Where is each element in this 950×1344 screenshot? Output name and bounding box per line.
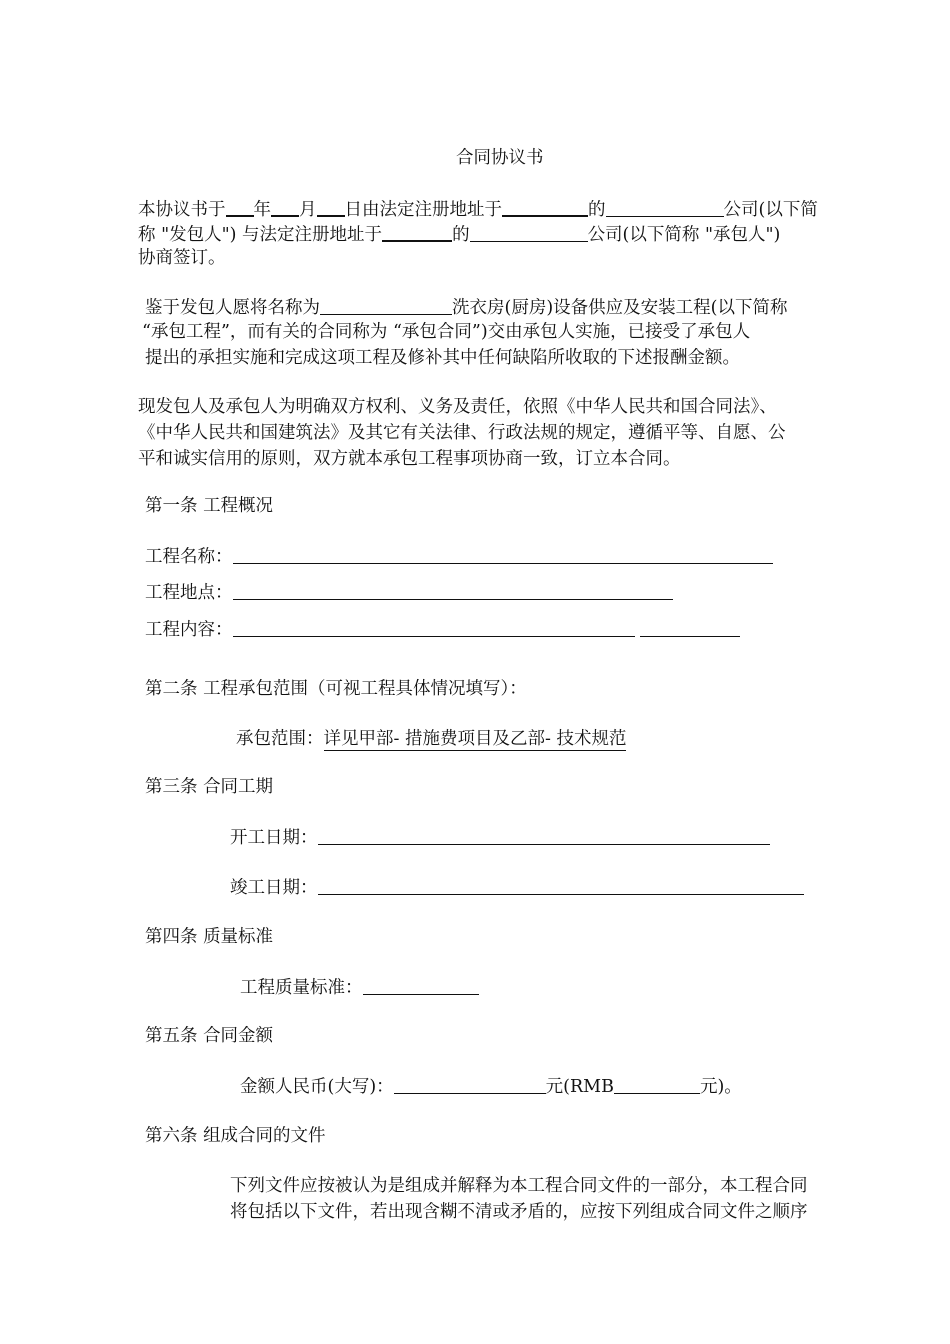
end-date-row: 竣工日期：: [230, 879, 804, 898]
end-date-field: [318, 879, 804, 895]
intro-line-2: 称 "发包人") 与法定注册地址于 的 公司(以下简称 "承包人"): [138, 225, 781, 245]
para2-line-2: “承包工程”，而有关的合同称为 “承包合同”)交由承包人实施，已接受了承包人: [142, 322, 751, 342]
intro-line-3: 协商签订。: [138, 248, 226, 268]
start-date-field: [318, 829, 770, 845]
article-5-heading: 第五条 合同金额: [145, 1026, 274, 1046]
intro-line-1: 本协议书于 年 月 日由法定注册地址于 的 公司(以下简: [138, 200, 818, 220]
scope-value: 详见甲部- 措施费项目及乙部- 技术规范: [323, 729, 627, 749]
quality-standard-row: 工程质量标准：: [240, 979, 479, 998]
contractor-name-blank: [470, 226, 588, 242]
project-content-row: 工程内容：: [145, 621, 740, 640]
contract-amount-row: 金额人民币(大写)： 元(RMB 元)。: [240, 1077, 742, 1097]
article-6-line-2: 将包括以下文件，若出现含糊不清或矛盾的，应按下列组成合同文件之顺序: [230, 1202, 808, 1222]
para2-line-3: 提出的承担实施和完成这项工程及修补其中任何缺陷所收取的下述报酬金额。: [145, 348, 740, 368]
project-name-row: 工程名称：: [145, 548, 773, 567]
article-2-heading: 第二条 工程承包范围（可视工程具体情况填写）：: [145, 679, 527, 699]
article-4-heading: 第四条 质量标准: [145, 927, 274, 947]
project-content-field-2: [640, 621, 740, 637]
contractor-address-blank: [382, 225, 452, 242]
document-title: 合同协议书: [456, 148, 544, 168]
para3-line-1: 现发包人及承包人为明确双方权利、义务及责任，依照《中华人民共和国合同法》、: [138, 397, 777, 417]
day-blank: [317, 200, 345, 217]
para3-line-2: 《中华人民共和国建筑法》及其它有关法律、行政法规的规定，遵循平等、自愿、公: [138, 423, 786, 443]
article-6-heading: 第六条 组成合同的文件: [145, 1126, 326, 1146]
project-location-row: 工程地点：: [145, 584, 673, 603]
article-3-heading: 第三条 合同工期: [145, 777, 274, 797]
project-content-field: [233, 621, 635, 637]
project-location-field: [233, 584, 673, 600]
year-blank: [226, 200, 254, 217]
employer-name-blank: [606, 201, 724, 217]
project-name-field: [233, 548, 773, 564]
article-1-heading: 第一条 工程概况: [145, 496, 274, 516]
month-blank: [271, 200, 299, 217]
quality-standard-field: [363, 979, 479, 995]
employer-address-blank: [502, 200, 588, 217]
start-date-row: 开工日期：: [230, 829, 770, 848]
scope-row: 承包范围：详见甲部- 措施费项目及乙部- 技术规范: [236, 729, 627, 749]
article-6-line-1: 下列文件应按被认为是组成并解释为本工程合同文件的一部分，本工程合同: [230, 1176, 808, 1196]
amount-rmb-field: [614, 1078, 700, 1094]
amount-words-field: [394, 1078, 546, 1094]
para3-line-3: 平和诚实信用的原则，双方就本承包工程事项协商一致，订立本合同。: [138, 449, 681, 469]
project-name-blank: [320, 299, 452, 315]
para2-line-1: 鉴于发包人愿将名称为 洗衣房(厨房)设备供应及安装工程(以下简称: [145, 298, 788, 318]
